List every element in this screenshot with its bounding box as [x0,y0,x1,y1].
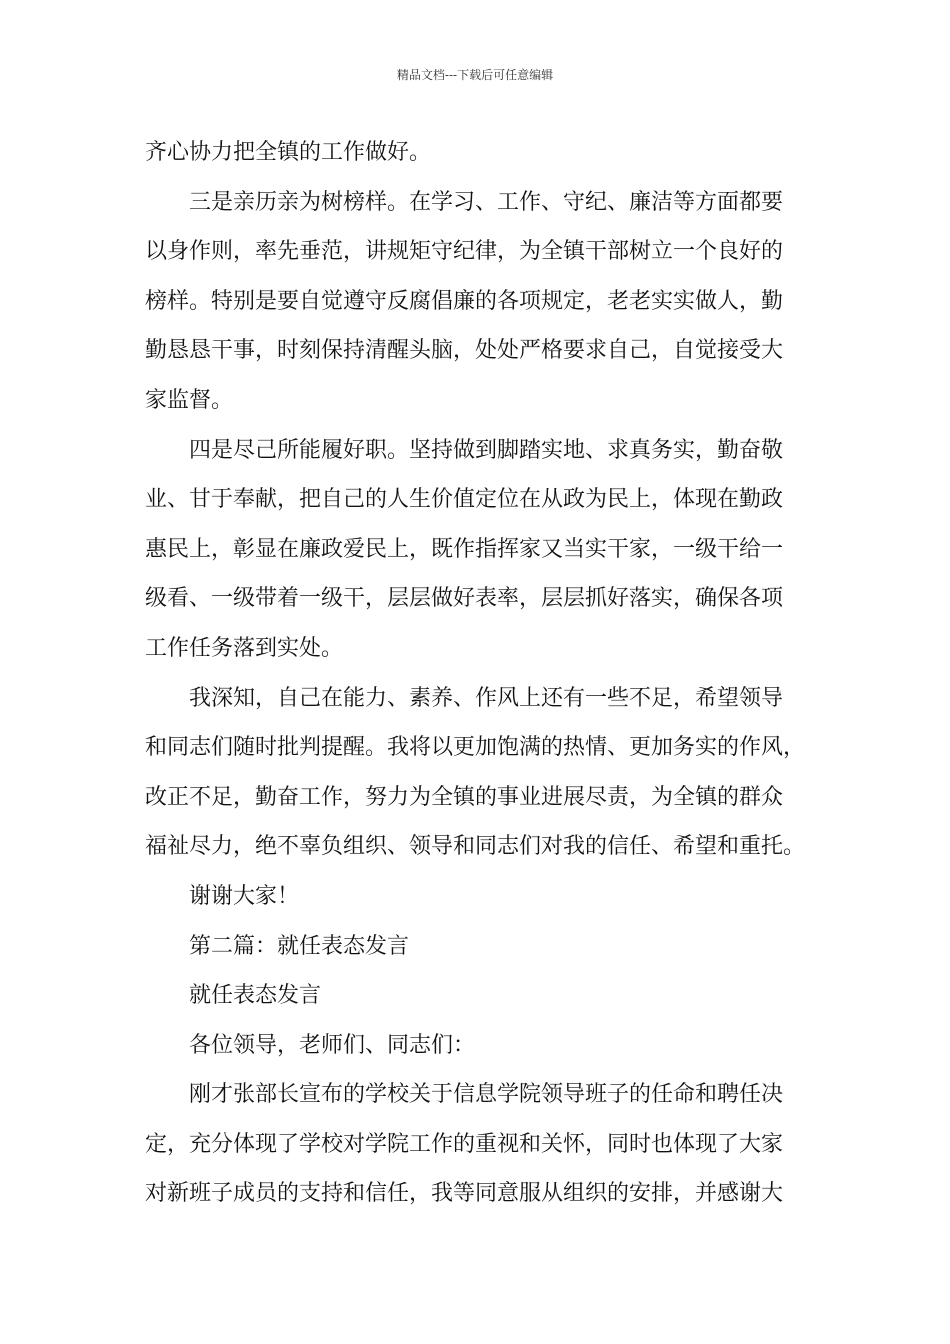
text-line: 齐心协力把全镇的工作做好。 [145,140,432,165]
section-heading: 第二篇：就任表态发言 [189,933,410,959]
text-line: 对新班子成员的支持和信任，我等同意服从组织的安排，并感谢大 [145,1181,784,1207]
salutation: 各位领导，老师们、同志们： [189,1032,476,1058]
speech-title: 就任表态发言 [189,983,322,1009]
text-line: 惠民上，彰显在廉政爱民上，既作指挥家又当实干家，一级干给一 [145,536,784,562]
text-line: 和同志们随时批判提醒。我将以更加饱满的热情、更加务实的作风， [145,735,806,761]
text-line: 改正不足，勤奋工作，努力为全镇的事业进展尽责，为全镇的群众 [145,784,784,810]
text-line: 勤恳恳干事，时刻保持清醒头脑，处处严格要求自己，自觉接受大 [145,338,784,364]
text-line: 业、甘于奉献，把自己的人生价值定位在从政为民上，体现在勤政 [145,487,784,513]
text-line: 定，充分体现了学校对学院工作的重视和关怀，同时也体现了大家 [145,1131,784,1157]
text-line: 榜样。特别是要自觉遵守反腐倡廉的各项规定，老老实实做人，勤 [145,288,784,314]
text-line: 刚才张部长宣布的学校关于信息学院领导班子的任命和聘任决 [189,1082,784,1108]
text-line: 我深知，自己在能力、素养、作风上还有一些不足，希望领导 [189,685,784,711]
text-line: 以身作则，率先垂范，讲规矩守纪律，为全镇干部树立一个良好的 [145,239,784,265]
text-line: 工作任务落到实处。 [145,635,344,661]
text-line: 家监督。 [145,387,234,413]
text-line: 福祉尽力，绝不辜负组织、领导和同志们对我的信任、希望和重托。 [145,834,806,860]
text-line: 四是尽己所能履好职。坚持做到脚踏实地、求真务实，勤奋敬 [189,437,784,463]
page-header: 精品文档---下载后可任意编辑 [396,68,554,82]
text-line: 三是亲历亲为树榜样。在学习、工作、守纪、廉洁等方面都要 [189,189,784,215]
document-body [145,128,810,1219]
text-line: 级看、一级带着一级干，层层做好表率，层层抓好落实，确保各项 [145,586,784,612]
closing-thanks: 谢谢大家！ [189,883,300,909]
